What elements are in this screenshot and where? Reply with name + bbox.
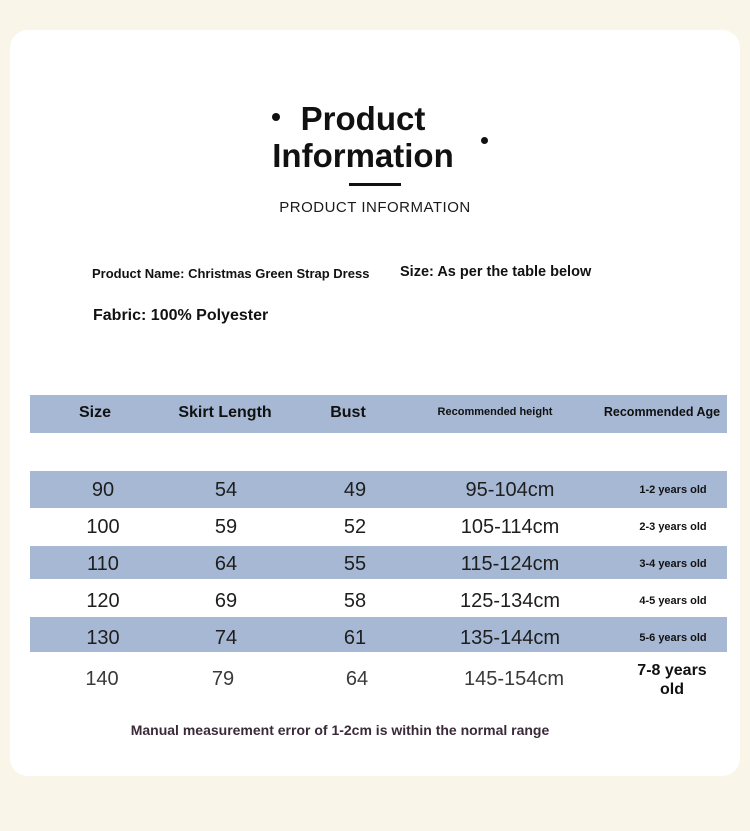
cell-skirt-length: 79	[211, 668, 235, 690]
cell-age: 5-6 years old	[639, 632, 707, 644]
title-underline	[349, 183, 401, 186]
cell-bust: 61	[343, 627, 367, 649]
cell-height: 115-124cm	[460, 553, 560, 575]
header-bust: Bust	[330, 404, 366, 421]
product-fabric: Fabric: 100% Polyester	[93, 307, 269, 324]
cell-age: 1-2 years old	[639, 484, 707, 496]
cell-size: 120	[86, 590, 120, 612]
cell-size: 110	[87, 553, 119, 575]
cell-skirt-length: 64	[214, 553, 238, 575]
header-recommended-age: Recommended Age	[603, 405, 721, 419]
cell-size: 90	[91, 479, 115, 501]
cell-height: 145-154cm	[463, 668, 565, 690]
page-title: Product Information	[272, 100, 454, 174]
cell-age: 7-8 years old	[637, 662, 707, 698]
cell-bust: 52	[343, 516, 367, 538]
cell-age: 2-3 years old	[639, 521, 707, 533]
cell-skirt-length: 59	[214, 516, 238, 538]
bullet-dot-icon	[481, 137, 488, 144]
cell-age: 3-4 years old	[639, 558, 707, 570]
cell-skirt-length: 74	[214, 627, 238, 649]
cell-skirt-length: 69	[214, 590, 238, 612]
cell-bust: 55	[343, 553, 367, 575]
cell-height: 125-134cm	[459, 590, 561, 612]
cell-height: 95-104cm	[465, 479, 555, 501]
cell-size: 130	[86, 627, 120, 649]
page-subtitle: PRODUCT INFORMATION	[279, 199, 471, 216]
cell-size: 140	[85, 668, 119, 690]
header-skirt-length: Skirt Length	[178, 404, 272, 421]
cell-height: 135-144cm	[459, 627, 561, 649]
cell-height: 105-114cm	[460, 516, 560, 538]
cell-age: 4-5 years old	[639, 595, 707, 607]
measurement-note: Manual measurement error of 1-2cm is within the normal range	[130, 722, 550, 738]
cell-size: 100	[86, 516, 120, 538]
product-size: Size: As per the table below	[400, 264, 592, 280]
cell-bust: 49	[343, 479, 367, 501]
header-recommended-height: Recommended height	[437, 406, 553, 418]
header-size: Size	[78, 404, 111, 421]
cell-skirt-length: 54	[214, 479, 238, 501]
cell-bust: 64	[345, 668, 369, 690]
product-name: Product Name: Christmas Green Strap Dress	[92, 266, 370, 281]
cell-bust: 58	[343, 590, 367, 612]
